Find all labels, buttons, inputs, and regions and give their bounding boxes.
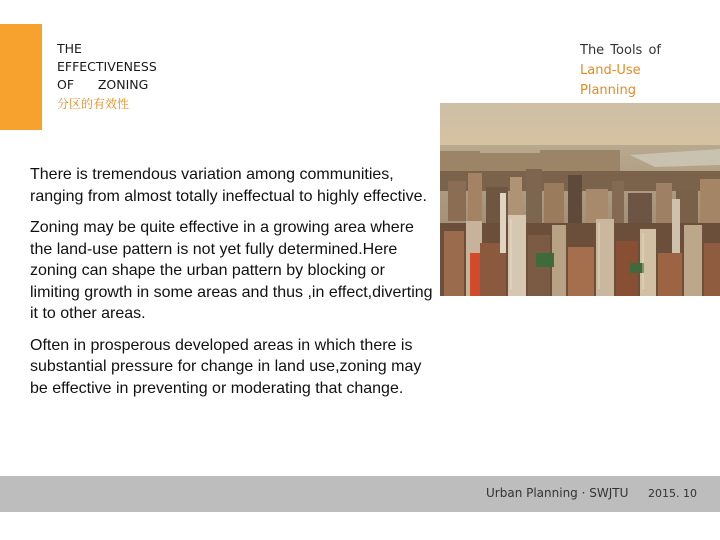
course-title bbox=[580, 41, 702, 101]
body-text bbox=[30, 164, 435, 409]
paragraph-1: There is tremendous variation among communities, ranging from almost totally ineffectual to highly effective. bbox=[30, 166, 427, 205]
footer-date: 2015. 10 bbox=[648, 487, 697, 500]
slide-title-line-1: THE bbox=[57, 41, 82, 56]
paragraph-2: Zoning may be quite effective in a growing area where the land-use pattern is not yet fully determined.Here zoning can shape the urban pattern by blocking or limiting growth in some areas and thus ,in effect,diverting it to other areas. bbox=[30, 219, 433, 322]
slide-title-line-3: OF ZONING bbox=[57, 77, 149, 92]
paragraph-3: Often in prosperous developed areas in which there is substantial pressure for change in land use,zoning may be effective in preventing or moderating that change. bbox=[30, 336, 422, 397]
footer-bar bbox=[0, 476, 720, 512]
footer-course: Urban Planning · SWJTU bbox=[486, 486, 629, 500]
slide-title-chinese: 分区的有效性 bbox=[57, 97, 130, 111]
accent-bar bbox=[0, 24, 42, 130]
city-skyline-photo bbox=[440, 103, 720, 296]
slide-title bbox=[57, 40, 157, 114]
course-title-line-1: The Tools of bbox=[580, 43, 661, 58]
slide-title-line-2: EFFECTIVENESS bbox=[57, 59, 157, 74]
course-title-line-2: Land-Use Planning bbox=[580, 63, 641, 98]
